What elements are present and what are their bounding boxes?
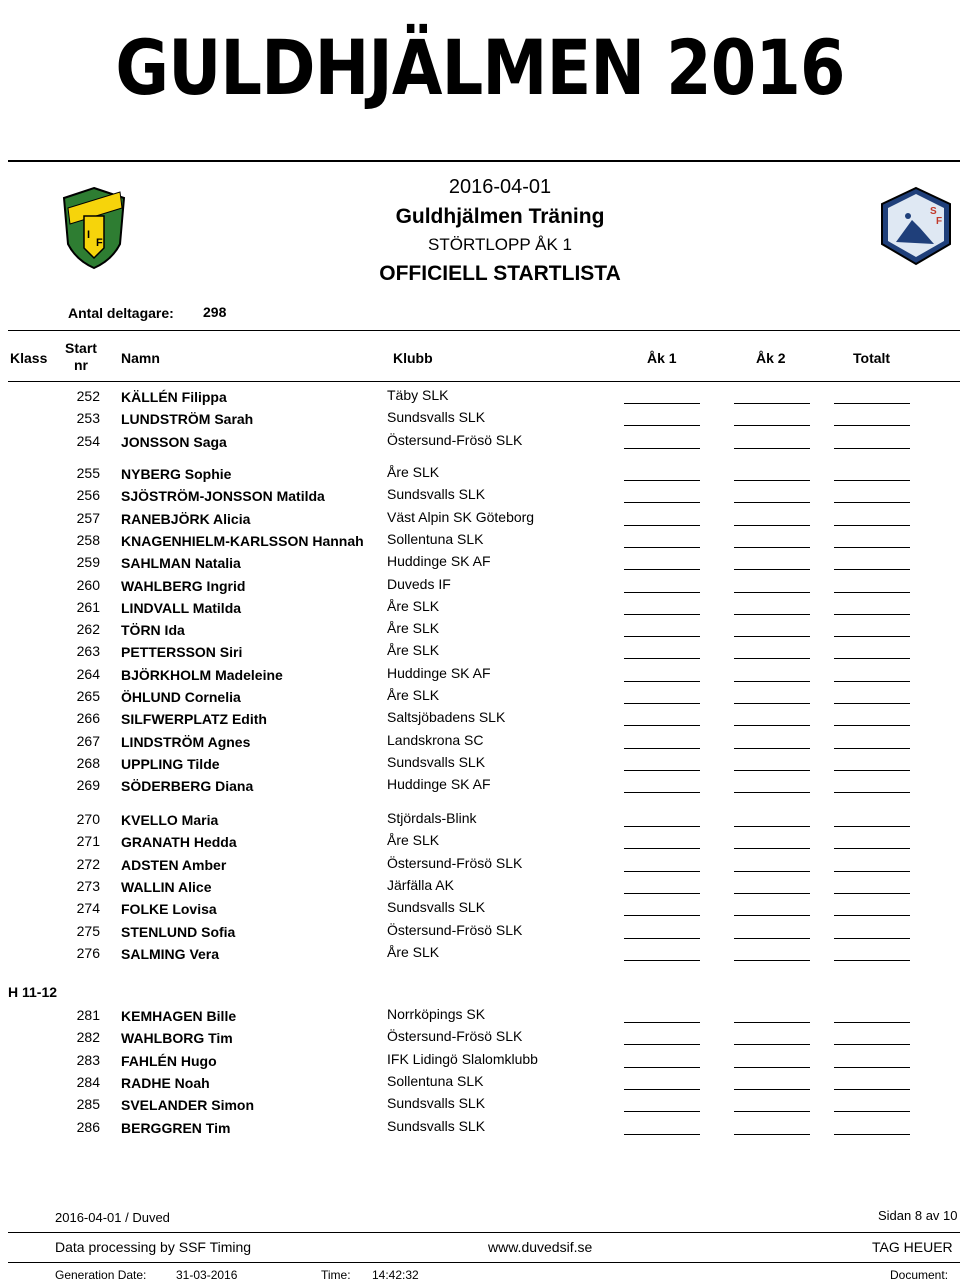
total-blank (834, 525, 910, 526)
total-blank (834, 681, 910, 682)
run1-blank (624, 480, 700, 481)
total-blank (834, 1134, 910, 1135)
start-number: 275 (76, 922, 100, 939)
header-divider-2 (8, 381, 960, 382)
run2-blank (734, 448, 810, 449)
run2-blank (734, 547, 810, 548)
footer-divider-2 (8, 1262, 960, 1263)
start-number: 281 (76, 1007, 100, 1023)
run2-blank (734, 703, 810, 704)
website-link[interactable]: www.duvedsif.se (488, 1239, 593, 1255)
athlete-name: RADHE Noah (121, 1074, 210, 1091)
total-blank (834, 915, 910, 916)
run1-blank (624, 848, 700, 849)
table-row (0, 875, 960, 897)
start-number: 266 (76, 710, 100, 727)
col-ak2: Åk 2 (756, 350, 786, 366)
run2-blank (734, 525, 810, 526)
run2-blank (734, 871, 810, 872)
athlete-name: UPPLING Tilde (121, 755, 220, 772)
total-blank (834, 1044, 910, 1045)
run2-blank (734, 960, 810, 961)
start-number: 261 (76, 598, 100, 615)
table-row (0, 685, 960, 707)
run1-blank (624, 658, 700, 659)
total-blank (834, 1111, 910, 1112)
klass-label: H 11-12 (8, 984, 58, 1000)
gen-date: 31-03-2016 (176, 1268, 238, 1282)
run2-blank (734, 770, 810, 771)
run2-blank (734, 725, 810, 726)
table-row (0, 462, 960, 484)
page-title: GULDHJÄLMEN 2016 (115, 23, 845, 112)
run1-blank (624, 547, 700, 548)
total-blank (834, 725, 910, 726)
start-number: 273 (76, 877, 100, 894)
run1-blank (624, 502, 700, 503)
run1-blank (624, 725, 700, 726)
athlete-name: LUNDSTRÖM Sarah (121, 411, 254, 428)
club-name: Saltsjöbadens SLK (387, 709, 506, 726)
total-blank (834, 848, 910, 849)
club-name: Sollentuna SLK (387, 1072, 484, 1089)
table-row (0, 808, 960, 830)
total-blank (834, 425, 910, 426)
col-totalt: Totalt (853, 350, 891, 366)
club-name: Åre SLK (387, 620, 440, 637)
club-name: Åre SLK (387, 464, 440, 480)
start-number: 260 (76, 576, 100, 593)
club-name: Väst Alpin SK Göteborg (387, 508, 535, 525)
table-row (0, 507, 960, 529)
table-row (0, 897, 960, 919)
total-blank (834, 502, 910, 503)
athlete-name: SALMING Vera (121, 945, 220, 962)
col-namn: Namn (121, 350, 160, 366)
gen-date-label: Generation Date: (55, 1268, 147, 1282)
run1-blank (624, 425, 700, 426)
run2-blank (734, 1022, 810, 1023)
athlete-name: JONSSON Saga (121, 433, 227, 450)
run1-blank (624, 703, 700, 704)
club-name: Huddinge SK AF (387, 553, 491, 570)
run2-blank (734, 480, 810, 481)
run2-blank (734, 592, 810, 593)
start-number: 271 (76, 833, 100, 850)
run1-blank (624, 403, 700, 404)
table-row (0, 752, 960, 774)
start-number: 265 (76, 688, 100, 704)
total-blank (834, 770, 910, 771)
table-row (0, 1026, 960, 1048)
total-blank (834, 403, 910, 404)
start-number: 276 (76, 944, 100, 961)
page-number: Sidan 8 av 10 (878, 1208, 958, 1223)
table-row (0, 942, 960, 964)
athlete-name: TÖRN Ida (121, 622, 185, 639)
participants-count: 298 (203, 304, 227, 320)
total-blank (834, 658, 910, 659)
athlete-name: FOLKE Lovisa (121, 901, 217, 918)
start-number: 274 (76, 900, 100, 917)
run1-blank (624, 1067, 700, 1068)
run2-blank (734, 658, 810, 659)
table-row (0, 385, 960, 407)
footer-divider (8, 1232, 960, 1233)
start-number: 286 (76, 1118, 100, 1135)
athlete-name: KVELLO Maria (121, 812, 219, 828)
start-number: 256 (76, 487, 100, 504)
club-name: Duveds IF (387, 575, 451, 592)
start-number: 272 (76, 855, 100, 872)
athlete-name: FAHLÉN Hugo (121, 1052, 217, 1069)
table-row (0, 663, 960, 685)
table-row (0, 529, 960, 551)
total-blank (834, 480, 910, 481)
run1-blank (624, 871, 700, 872)
run1-blank (624, 748, 700, 749)
run1-blank (624, 1044, 700, 1045)
club-name: Stjördals-Blink (387, 810, 477, 826)
club-name: Huddinge SK AF (387, 664, 491, 681)
run2-blank (734, 915, 810, 916)
total-blank (834, 871, 910, 872)
run2-blank (734, 681, 810, 682)
event-name: Guldhjälmen Träning (395, 205, 605, 228)
total-blank (834, 938, 910, 939)
athlete-name: SILFWERPLATZ Edith (121, 711, 267, 728)
run2-blank (734, 1044, 810, 1045)
svg-text:F: F (936, 216, 943, 227)
total-blank (834, 592, 910, 593)
run2-blank (734, 748, 810, 749)
timer-brand: TAG HEUER (872, 1239, 953, 1255)
total-blank (834, 960, 910, 961)
table-row (0, 1071, 960, 1093)
run1-blank (624, 1111, 700, 1112)
duveds-if-logo (60, 186, 128, 270)
total-blank (834, 1022, 910, 1023)
table-row (0, 618, 960, 640)
run2-blank (734, 1111, 810, 1112)
start-number: 259 (76, 554, 100, 571)
table-row (0, 1004, 960, 1026)
start-number: 270 (76, 811, 100, 827)
table-row (0, 1116, 960, 1138)
athlete-name: WAHLBERG Ingrid (121, 577, 246, 594)
table-row (0, 407, 960, 429)
run1-blank (624, 770, 700, 771)
total-blank (834, 893, 910, 894)
athlete-name: ÖHLUND Cornelia (121, 689, 241, 705)
club-name: Åre SLK (387, 943, 440, 960)
run1-blank (624, 1089, 700, 1090)
table-row (0, 640, 960, 662)
athlete-name: KNAGENHIELM-KARLSSON Hannah (121, 532, 364, 549)
athlete-name: SVELANDER Simon (121, 1097, 255, 1114)
time-value: 14:42:32 (372, 1268, 419, 1282)
run2-blank (734, 502, 810, 503)
svg-text:F: F (96, 237, 103, 249)
start-number: 258 (76, 531, 100, 548)
run2-blank (734, 792, 810, 793)
run1-blank (624, 1022, 700, 1023)
athlete-name: LINDSTRÖM Agnes (121, 733, 251, 750)
start-number: 254 (76, 432, 100, 449)
header-divider (8, 330, 960, 331)
svg-text:S: S (930, 206, 937, 217)
official-label: OFFICIELL STARTLISTA (379, 262, 621, 285)
club-name: Järfälla AK (387, 876, 454, 893)
club-name: Sundsvalls SLK (387, 486, 486, 503)
run2-blank (734, 1067, 810, 1068)
run2-blank (734, 636, 810, 637)
club-name: Täby SLK (387, 387, 449, 403)
athlete-name: SJÖSTRÖM-JONSSON Matilda (121, 488, 325, 505)
footer-date-org: 2016-04-01 / Duved (55, 1210, 170, 1225)
run1-blank (624, 592, 700, 593)
table-row (0, 574, 960, 596)
table-row (0, 1093, 960, 1115)
run2-blank (734, 1089, 810, 1090)
run1-blank (624, 893, 700, 894)
athlete-name: WAHLBORG Tim (121, 1030, 233, 1047)
run1-blank (624, 1134, 700, 1135)
athlete-name: KÄLLÉN Filippa (121, 389, 227, 405)
start-number: 252 (76, 388, 100, 404)
run1-blank (624, 681, 700, 682)
table-row (0, 830, 960, 852)
athlete-name: SAHLMAN Natalia (121, 555, 241, 572)
run2-blank (734, 425, 810, 426)
top-divider (8, 160, 960, 162)
discipline: STÖRTLOPP ÅK 1 (428, 235, 572, 254)
club-name: Östersund-Frösö SLK (387, 1028, 523, 1045)
run1-blank (624, 826, 700, 827)
total-blank (834, 569, 910, 570)
club-name: Sundsvalls SLK (387, 1117, 486, 1134)
data-processing: Data processing by SSF Timing (55, 1239, 252, 1255)
club-name: Sundsvalls SLK (387, 753, 486, 770)
start-number: 283 (76, 1051, 100, 1068)
club-name: Sollentuna SLK (387, 530, 484, 547)
run2-blank (734, 403, 810, 404)
total-blank (834, 748, 910, 749)
participants-label: Antal deltagare: (68, 305, 174, 321)
athlete-name: BERGGREN Tim (121, 1119, 231, 1136)
col-start: Start (65, 340, 97, 356)
start-number: 282 (76, 1029, 100, 1046)
start-number: 284 (76, 1073, 100, 1090)
total-blank (834, 703, 910, 704)
start-number: 263 (76, 643, 100, 660)
ssf-logo (876, 186, 956, 266)
club-name: Sundsvalls SLK (387, 409, 486, 426)
run2-blank (734, 938, 810, 939)
start-number: 268 (76, 754, 100, 771)
total-blank (834, 1089, 910, 1090)
total-blank (834, 1067, 910, 1068)
club-name: Norrköpings SK (387, 1006, 486, 1022)
club-name: Åre SLK (387, 597, 440, 614)
start-number: 269 (76, 777, 100, 794)
run1-blank (624, 525, 700, 526)
table-row (0, 853, 960, 875)
total-blank (834, 614, 910, 615)
run1-blank (624, 569, 700, 570)
total-blank (834, 448, 910, 449)
club-name: Landskrona SC (387, 731, 484, 748)
athlete-name: GRANATH Hedda (121, 834, 237, 851)
total-blank (834, 826, 910, 827)
club-name: Östersund-Frösö SLK (387, 854, 523, 871)
run1-blank (624, 448, 700, 449)
club-name: Åre SLK (387, 832, 440, 849)
athlete-name: WALLIN Alice (121, 878, 212, 895)
club-name: Sundsvalls SLK (387, 1095, 486, 1112)
event-date: 2016-04-01 (448, 176, 552, 198)
athlete-name: BJÖRKHOLM Madeleine (121, 666, 283, 683)
table-row (0, 430, 960, 452)
athlete-name: ADSTEN Amber (121, 856, 227, 873)
run2-blank (734, 1134, 810, 1135)
total-blank (834, 792, 910, 793)
athlete-name: STENLUND Sofia (121, 923, 236, 940)
club-name: Åre SLK (387, 642, 440, 659)
run1-blank (624, 614, 700, 615)
athlete-name: KEMHAGEN Bille (121, 1008, 237, 1024)
athlete-name: PETTERSSON Siri (121, 644, 243, 661)
start-number: 264 (76, 665, 100, 682)
col-klass: Klass (10, 350, 48, 366)
col-ak1: Åk 1 (647, 350, 677, 366)
club-name: Huddinge SK AF (387, 776, 491, 793)
club-name: Åre SLK (387, 687, 440, 703)
run2-blank (734, 569, 810, 570)
athlete-name: RANEBJÖRK Alicia (121, 510, 251, 527)
athlete-name: NYBERG Sophie (121, 466, 232, 482)
club-name: Östersund-Frösö SLK (387, 921, 523, 938)
run2-blank (734, 614, 810, 615)
table-row (0, 774, 960, 796)
start-number: 255 (76, 465, 100, 481)
run2-blank (734, 848, 810, 849)
run2-blank (734, 893, 810, 894)
document-label: Document: (890, 1268, 949, 1282)
athlete-name: SÖDERBERG Diana (121, 778, 254, 795)
club-name: Sundsvalls SLK (387, 899, 486, 916)
table-row (0, 920, 960, 942)
time-label: Time: (321, 1268, 351, 1282)
table-row (0, 730, 960, 752)
start-number: 262 (76, 621, 100, 638)
club-name: Östersund-Frösö SLK (387, 431, 523, 448)
col-nr: nr (74, 357, 88, 373)
table-row (0, 484, 960, 506)
total-blank (834, 636, 910, 637)
run1-blank (624, 960, 700, 961)
table-row (0, 596, 960, 618)
table-row (0, 707, 960, 729)
run1-blank (624, 636, 700, 637)
col-klubb: Klubb (393, 350, 433, 366)
svg-text:I: I (87, 229, 91, 241)
run1-blank (624, 792, 700, 793)
run1-blank (624, 938, 700, 939)
run2-blank (734, 826, 810, 827)
table-row (0, 551, 960, 573)
table-row (0, 1049, 960, 1071)
start-number: 257 (76, 509, 100, 526)
start-number: 285 (76, 1096, 100, 1113)
club-name: IFK Lidingö Slalomklubb (387, 1050, 538, 1067)
athlete-name: LINDVALL Matilda (121, 599, 242, 616)
total-blank (834, 547, 910, 548)
run1-blank (624, 915, 700, 916)
start-number: 267 (76, 732, 100, 749)
start-number: 253 (76, 410, 100, 427)
